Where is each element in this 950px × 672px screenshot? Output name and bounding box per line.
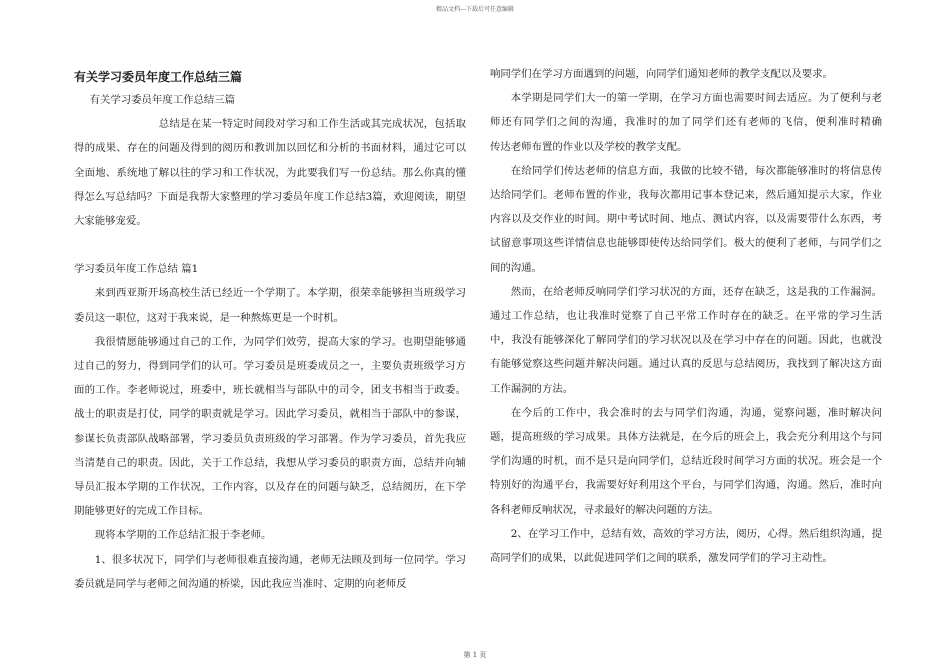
header-note: 精品文档---下载后可任意编辑: [435, 6, 515, 13]
spacer: [74, 233, 466, 257]
section-heading: 学习委员年度工作总结 篇1: [74, 263, 199, 276]
paragraph: 1、很多状况下，同学们与老师很难直接沟通，老师无法顾及到每一位同学。学习委员就是同学与老师之间沟通的桥梁，因此我应当准时、定期的向老师反: [74, 553, 466, 590]
paragraph: 我很情愿能够通过自己的工作，为同学们效劳，提高大家的学习。也期望能够通过自己的努力，得到同学们的认可。学习委员是班委成员之一，主要负责班级学习方面的工作。李老师说过，班委中，班长就相当与部队中的司令，团支书相当于政委。战士的职责是打仗，同学的职责就是学习。因此学习委员，就相当于部队中的参谋，参谋长负责部队战略部署，学习委员负责班级的学习部署。作为学习委员，首先我应当清楚自己的职责。因此，关于工作总结，我想从学习委员的职责方面，总结并向辅导员汇报本学期的工作状况，工作内容，以及存在的问题与缺乏，总结阅历，在下学期能够更好的完成工作目标。: [74, 335, 466, 518]
subtitle: 有关学习委员年度工作总结三篇: [89, 94, 236, 106]
document-title: 有关学习委员年度工作总结三篇: [74, 70, 243, 84]
intro-paragraph: 总结是在某一特定时间段对学习和工作生活或其完成状况，包括取得的成果、存在的问题及得到的阅历和教训加以回忆和分析的书面材料，通过它可以全面地、系统地了解以往的学习和工作状况，为此要我们写一份总结。那么你真的懂得怎么写总结吗？下面是我帮大家整理的学习委员年度工作总结3篇，欢迎阅读，期望大家能够宠爱。: [74, 118, 466, 228]
paragraph: 在今后的工作中，我会准时的去与同学们沟通，沟通，觉察问题，准时解决问题，提高班级的学习成果。具体方法就是，在今后的班会上，我会充分利用这个与同学们沟通的时机，而不是只是向同学们，总结近段时间学习方面的状况。班会是一个特别好的沟通平台，我需要好好利用这个平台，与同学们沟通，沟通。然后，准时向各科老师反响状况，寻求最好的解决问题的方法。: [490, 406, 882, 516]
paragraph: 本学期是同学们大一的第一学期，在学习方面也需要时间去适应。为了便利与老师还有同学们之间的沟通，我准时的加了同学们还有老师的飞信，便利准时精确 传达老师布置的作业以及学校的教学支配。: [490, 92, 914, 153]
right-column: [490, 62, 914, 570]
page-number: 第 1 页: [463, 651, 487, 659]
paragraph: 2、在学习工作中，总结有效，高效的学习方法，阅历，心得。然后组织沟通，提高同学们的成果，以此促进同学们之间的联系，激发同学们的学习主动性。: [490, 527, 882, 565]
paragraph: 响同学们在学习方面遇到的问题，向同学们通知老师的教学支配以及要求。: [490, 68, 833, 80]
paragraph: 现将本学期的工作总结汇报于李老师。: [94, 529, 272, 542]
paragraph: 来到西亚斯开场高校生活已经近一个学期了。本学期，很荣幸能够担当班级学习委员这一职位，这对于我来说，是一种熬炼更是一个时机。: [74, 287, 466, 324]
paragraph: 在给同学们传达老师的信息方面，我做的比较不错，每次都能够准时的将信息传达给同学们。老师布置的作业，我每次都用记事本登记来，然后通知提示大家，作业内容以及交作业的时间。期中考试时间、地点、测试内容，以及需要带什么东西，考试留意事项这些详情信息也能够即使传达给同学们。极大的便利了老师，与同学们之间的沟通。: [490, 164, 882, 274]
left-column: [74, 62, 466, 596]
paragraph: 然而，在给老师反响同学们学习状况的方面，还存在缺乏，这是我的工作漏洞。通过工作总结，也让我准时觉察了自己平常工作时存在的缺乏。在平常的学习生活中，我没有能够深化了解同学们的学习状况以及在学习中存在的问题。因此，也就没有能够觉察这些问题并解决问题。通过认真的反思与总结阅历，我找到了解决这方面工作漏洞的方法。: [490, 285, 882, 395]
